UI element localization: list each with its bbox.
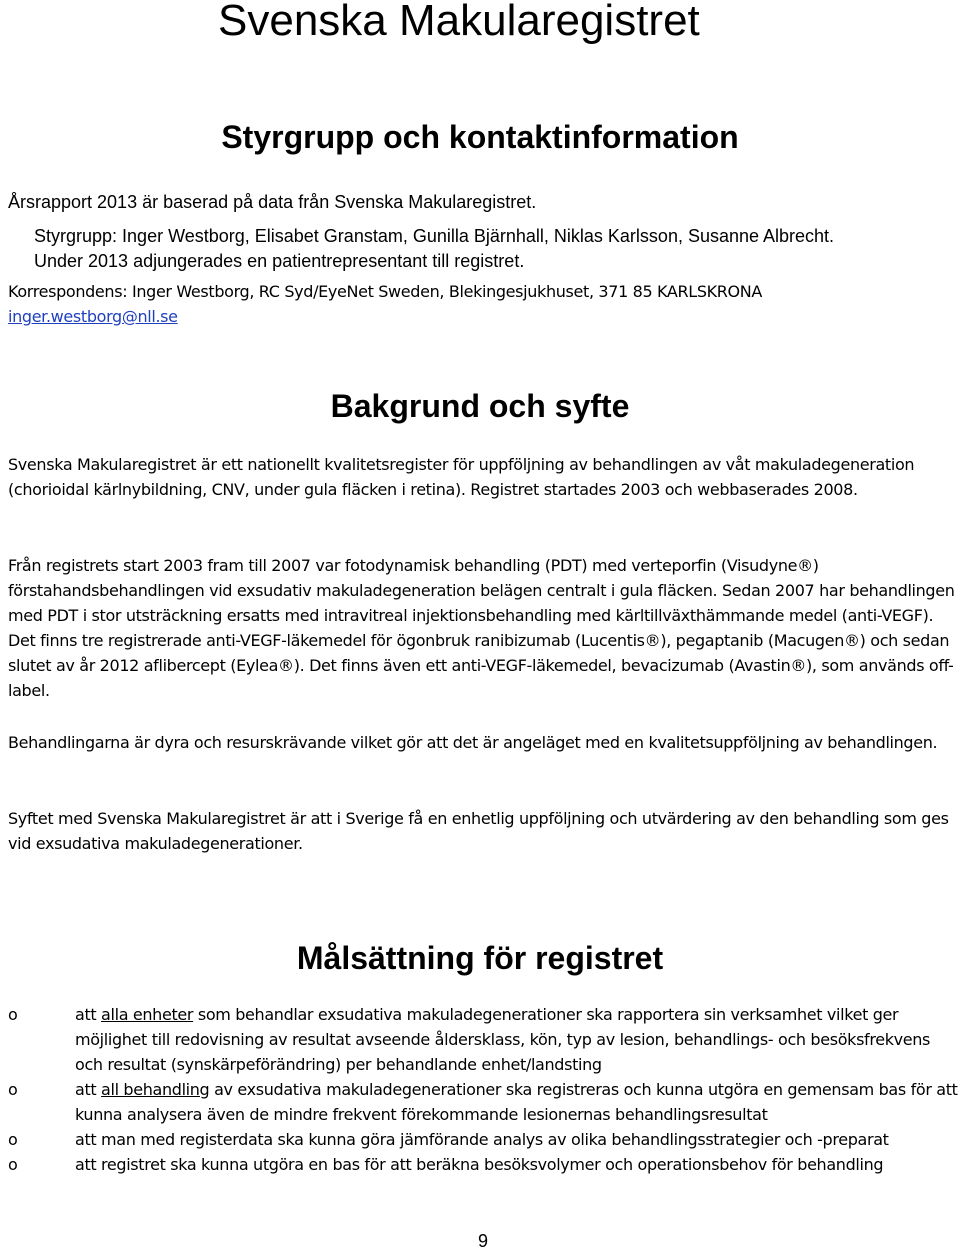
goals-section-heading: Målsättning för registret [296, 940, 664, 976]
goal-2-text-start: att [75, 1080, 102, 1099]
goal-item-1 [0, 1002, 960, 1077]
correspondence-text: Korrespondens: Inger Westborg, RC Syd/EyeNet Sweden, Blekingesjukhuset, 371 85 KARLSKRONA [8, 282, 762, 301]
page-number: 9 [478, 1231, 489, 1251]
patient-representative-text: Under 2013 adjungerades en patientrepresentant till registret. [34, 251, 525, 271]
goal-item-2 [0, 1077, 960, 1127]
goal-1-emphasis: alla enheter [101, 1005, 194, 1024]
bullet-marker: o [8, 1005, 18, 1024]
report-basis-text: Årsrapport 2013 är baserad på data från Svenska Makularegistret. [8, 192, 537, 212]
goal-3-text: att man med registerdata ska kunna göra jämförande analys av olika behandlingsstrategier och -preparat [75, 1130, 889, 1149]
goal-4-text: att registret ska kunna utgöra en bas för att beräkna besöksvolymer och operationsbehov för behandling [75, 1155, 884, 1174]
contact-section-heading: Styrgrupp och kontaktinformation [221, 119, 739, 155]
bullet-marker: o [8, 1155, 18, 1174]
goal-1-text-end: som behandlar exsudativa makuladegenerationer ska rapportera sin verksamhet vilket ger möjlighet till redovisning av resultat avseende åldersklass, kön, typ av lesion, behandlings- och besöksfrekvens och resultat (synskärpeförändring) per behandlande enhet/landsting [75, 1005, 931, 1074]
background-paragraph-2: Från registrets start 2003 fram till 2007 var fotodynamisk behandling (PDT) med verteporfin (Visudyne®) förstahandsbehandlingen vid exsudativ makuladegeneration belägen centralt i gula fläcken. Sedan 2007 har behandlingen med PDT i stor utsträckning ersatts med intravitreal injektionsbehandling med kärltillväxthämmande medel (anti-VEGF). Det finns tre registrerade anti-VEGF-läkemedel för ögonbruk ranibizumab (Lucentis®), pegaptanib (Macugen®) och sedan slutet av år 2012 aflibercept (Eylea®). Det finns även ett anti-VEGF-läkemedel, bevacizumab (Avastin®), som används off-label. [8, 556, 955, 700]
contact-email-link[interactable]: inger.westborg@nll.se [8, 307, 178, 326]
goal-item-3 [0, 1127, 960, 1152]
background-paragraph-4: Syftet med Svenska Makularegistret är att i Sverige få en enhetlig uppföljning och utvärdering av den behandling som ges vid exsudativa makuladegenerationer. [8, 809, 949, 853]
steering-group-text: Styrgrupp: Inger Westborg, Elisabet Granstam, Gunilla Bjärnhall, Niklas Karlsson, Susanne Albrecht. [34, 226, 835, 246]
goal-item-4 [0, 1152, 960, 1177]
goal-1-text-start: att [75, 1005, 102, 1024]
background-paragraph-1: Svenska Makularegistret är ett nationellt kvalitetsregister för uppföljning av behandlingen av våt makuladegeneration (chorioidal kärlnybildning, CNV, under gula fläcken i retina). Registret startades 2003 och webbaserades 2008. [8, 455, 915, 499]
bullet-marker: o [8, 1130, 18, 1149]
goal-2-text-end: av exsudativa makuladegenerationer ska registreras och kunna utgöra en gemensam bas för att kunna analysera även de mindre frekvent förekommande lesionernas behandlingsresultat [75, 1080, 958, 1124]
goals-list [0, 1002, 960, 1177]
bullet-marker: o [8, 1080, 18, 1099]
background-section-heading: Bakgrund och syfte [330, 388, 630, 424]
background-paragraph-3: Behandlingarna är dyra och resurskrävande vilket gör att det är angeläget med en kvalitetsuppföljning av behandlingen. [8, 733, 938, 752]
goal-2-emphasis: all behandling [101, 1080, 210, 1099]
document-title: Svenska Makularegistret [218, 0, 700, 45]
